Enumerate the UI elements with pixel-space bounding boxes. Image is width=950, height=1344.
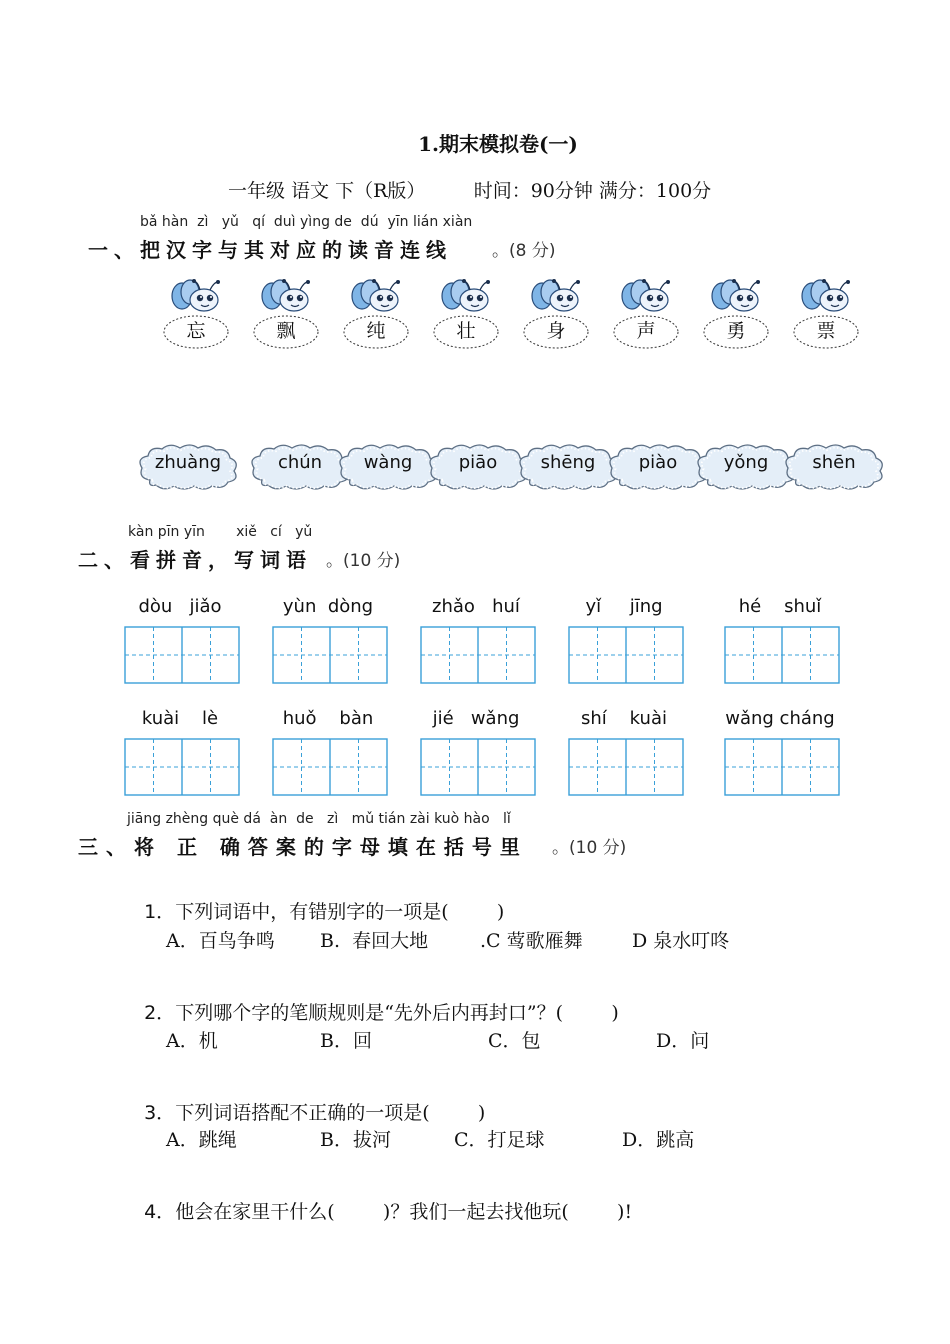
word-writing-item xyxy=(416,596,536,686)
page-title: 1.期末模拟卷(一) xyxy=(418,132,578,156)
cloud-pinyin-text: piāo xyxy=(458,452,498,473)
tianzige-grid[interactable] xyxy=(124,626,240,688)
bee-character-item xyxy=(790,278,862,352)
bee-character-item xyxy=(520,278,592,352)
q3-option-c: C．打足球 xyxy=(454,1129,545,1151)
section1-score: 。(8 分) xyxy=(492,241,556,261)
q3-option-a: A．跳绳 xyxy=(166,1129,237,1151)
tianzige-grid[interactable] xyxy=(420,626,536,688)
word-writing-item xyxy=(268,596,388,686)
question-text: 下列词语搭配不正确的一项是( ) xyxy=(175,1102,486,1124)
word-pinyin: yǐ jīng xyxy=(585,596,663,617)
q2-option-a: A．机 xyxy=(166,1030,218,1052)
question-number: 2． xyxy=(144,1002,176,1024)
question-4 xyxy=(132,1175,632,1224)
cloud-pinyin-item xyxy=(782,440,886,492)
tianzige-grid[interactable] xyxy=(124,738,240,800)
question-text: 下列哪个字的笔顺规则是“先外后内再封口”？( ) xyxy=(175,1002,619,1024)
bee-character-item xyxy=(610,278,682,352)
word-writing-item xyxy=(268,708,388,798)
cloud-pinyin-text: shēng xyxy=(540,452,596,473)
word-pinyin: shí kuài xyxy=(581,708,667,729)
cloud-pinyin-text: wàng xyxy=(363,452,413,473)
bee-character-text: 飘 xyxy=(276,320,296,342)
q2-option-d: D．问 xyxy=(656,1030,710,1052)
tianzige-grid[interactable] xyxy=(272,738,388,800)
q2-option-c: C．包 xyxy=(488,1030,541,1052)
q3-option-d: D．跳高 xyxy=(622,1129,695,1151)
bee-character-text: 票 xyxy=(816,320,836,342)
section1-heading: 一、把汉字与其对应的读音连线 xyxy=(88,238,452,262)
cloud-pinyin-text: chún xyxy=(277,452,323,473)
q1-option-c: .C 莺歌雁舞 xyxy=(480,930,583,952)
word-pinyin: wǎng cháng xyxy=(725,708,835,729)
page-subtitle: 一年级 语文 下（R版） 时间：90分钟 满分：100分 xyxy=(228,180,712,202)
word-pinyin: huǒ bàn xyxy=(282,708,374,729)
bee-character-item xyxy=(160,278,232,352)
question-3 xyxy=(132,1076,485,1125)
bee-character-item xyxy=(430,278,502,352)
section2-score: 。(10 分) xyxy=(326,551,401,571)
tianzige-grid[interactable] xyxy=(568,738,684,800)
word-pinyin: yùn dòng xyxy=(282,596,374,617)
bee-character-item xyxy=(340,278,412,352)
tianzige-grid[interactable] xyxy=(420,738,536,800)
question-number: 4． xyxy=(144,1201,176,1223)
question-2 xyxy=(132,976,619,1025)
cloud-pinyin-item xyxy=(136,440,240,492)
word-writing-item xyxy=(720,708,840,798)
section2-pinyin: kàn pīn yīn xiě cí yǔ xyxy=(128,524,313,540)
bee-character-item xyxy=(700,278,772,352)
word-writing-item xyxy=(120,708,240,798)
question-1 xyxy=(132,875,504,924)
q2-option-b: B．回 xyxy=(320,1030,372,1052)
word-writing-item xyxy=(564,708,684,798)
cloud-pinyin-item xyxy=(516,440,620,492)
cloud-pinyin-text: yǒng xyxy=(723,452,769,473)
word-pinyin: kuài lè xyxy=(141,708,219,729)
word-writing-item xyxy=(120,596,240,686)
q1-option-d: D 泉水叮咚 xyxy=(632,930,730,952)
word-writing-item xyxy=(564,596,684,686)
section2-heading: 二、看拼音，写词语 xyxy=(78,548,312,572)
cloud-pinyin-text: shēn xyxy=(812,452,856,473)
bee-character-text: 纯 xyxy=(366,320,386,342)
word-pinyin: dòu jiǎo xyxy=(138,596,222,617)
bee-character-text: 忘 xyxy=(186,320,206,342)
bee-character-text: 勇 xyxy=(726,320,746,342)
section3-heading: 三、将 正 确答案的字母填在括号里 xyxy=(78,835,528,859)
word-writing-item xyxy=(416,708,536,798)
q1-option-a: A．百鸟争鸣 xyxy=(166,930,275,952)
bee-character-text: 声 xyxy=(636,320,656,342)
question-text: 他会在家里干什么( )？我们一起去找他玩( )! xyxy=(175,1201,633,1223)
section3-pinyin: jiāng zhèng què dá àn de zì mǔ tián zài kuò hào lǐ xyxy=(127,811,511,827)
word-pinyin: hé shuǐ xyxy=(738,596,822,617)
cloud-pinyin-text: zhuàng xyxy=(154,452,222,473)
question-number: 1． xyxy=(144,901,176,923)
question-number: 3． xyxy=(144,1102,176,1124)
bee-character-item xyxy=(250,278,322,352)
q1-option-b: B. 春回大地 xyxy=(320,930,429,952)
word-writing-item xyxy=(720,596,840,686)
bee-character-text: 身 xyxy=(546,320,566,342)
question-text: 下列词语中，有错别字的一项是( ) xyxy=(175,901,505,923)
tianzige-grid[interactable] xyxy=(724,738,840,800)
word-pinyin: zhǎo huí xyxy=(432,596,520,617)
cloud-pinyin-text: piào xyxy=(638,452,678,473)
cloud-pinyin-item xyxy=(336,440,440,492)
section3-score: 。(10 分) xyxy=(552,838,627,858)
q3-option-b: B．拔河 xyxy=(320,1129,391,1151)
tianzige-grid[interactable] xyxy=(724,626,840,688)
cloud-pinyin-item xyxy=(426,440,530,492)
word-pinyin: jié wǎng xyxy=(432,708,520,729)
tianzige-grid[interactable] xyxy=(568,626,684,688)
tianzige-grid[interactable] xyxy=(272,626,388,688)
bee-character-text: 壮 xyxy=(456,320,476,342)
section1-pinyin: bǎ hàn zì yǔ qí duì yìng de dú yīn lián xiàn xyxy=(140,214,473,230)
